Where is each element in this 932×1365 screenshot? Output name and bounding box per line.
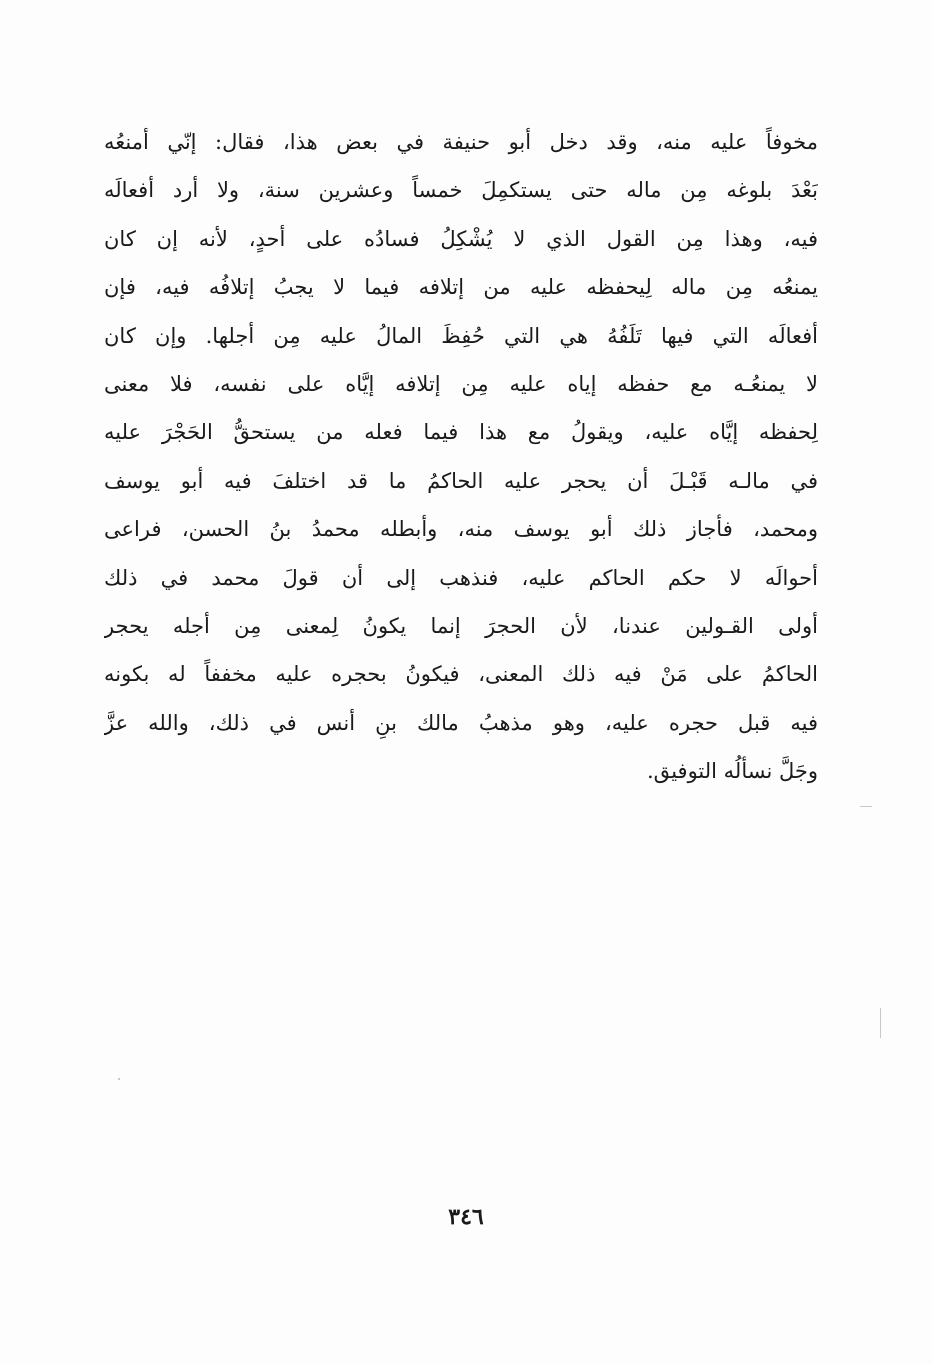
- scan-speck: [860, 806, 872, 807]
- text-line: وجَلَّ نسألُه التوفيق.: [647, 759, 818, 784]
- page-number: ٣٤٦: [448, 1204, 484, 1230]
- scan-speck: [880, 1008, 881, 1038]
- text-line: لا يمنعُـه مع حفظه إياه عليه مِن إتلافه إيَّاه على نفسه، فلا معنى: [104, 371, 818, 396]
- text-line: أولى القـولين عندنا، لأن الحجرَ إنما يكونُ لِمعنى مِن أجله يحجر: [104, 613, 818, 638]
- text-line: أحوالَه لا حكم الحاكم عليه، فنذهب إلى أن قولَ محمد في ذلك: [104, 565, 818, 590]
- text-line: يمنعُه مِن ماله لِيحفظه عليه من إتلافه فيما لا يجبُ إتلافُه فيه، فإن: [104, 275, 818, 300]
- text-line: في مالـه قَبْـلَ أن يحجر عليه الحاكمُ ما قد اختلفَ فيه أبو يوسف: [104, 468, 818, 493]
- text-line: فيه، وهذا مِن القول الذي لا يُشْكِلُ فسادُه على أحدٍ، لأنه إن كان: [104, 226, 818, 251]
- text-line: أفعالَه التي فيها تَلَفُهُ هي التي حُفِظَ المالُ عليه مِن أجلها. وإن كان: [104, 323, 818, 348]
- text-line: لِحفظه إيَّاه عليه، ويقولُ مع هذا فيما فعله من يستحقُّ الحَجْرَ عليه: [104, 420, 818, 445]
- body-text: [104, 118, 818, 795]
- text-line: فيه قبل حجره عليه، وهو مذهبُ مالك بنِ أنس في ذلك، والله عزَّ: [104, 710, 818, 735]
- text-line: بَعْدَ بلوغه مِن ماله حتى يستكمِلَ خمساً وعشرين سنة، ولا أرد أفعالَه: [104, 178, 818, 203]
- text-line: الحاكمُ على مَنْ فيه ذلك المعنى، فيكونُ بحجره عليه مخففاً له بكونه: [104, 662, 818, 687]
- scan-speck: [118, 1078, 120, 1080]
- text-line: مخوفاً عليه منه، وقد دخل أبو حنيفة في بعض هذا، فقال: إنّي أمنعُه: [104, 130, 818, 154]
- text-line: ومحمد، فأجاز ذلك أبو يوسف منه، وأبطله محمدُ بنُ الحسن، فراعى: [104, 517, 818, 542]
